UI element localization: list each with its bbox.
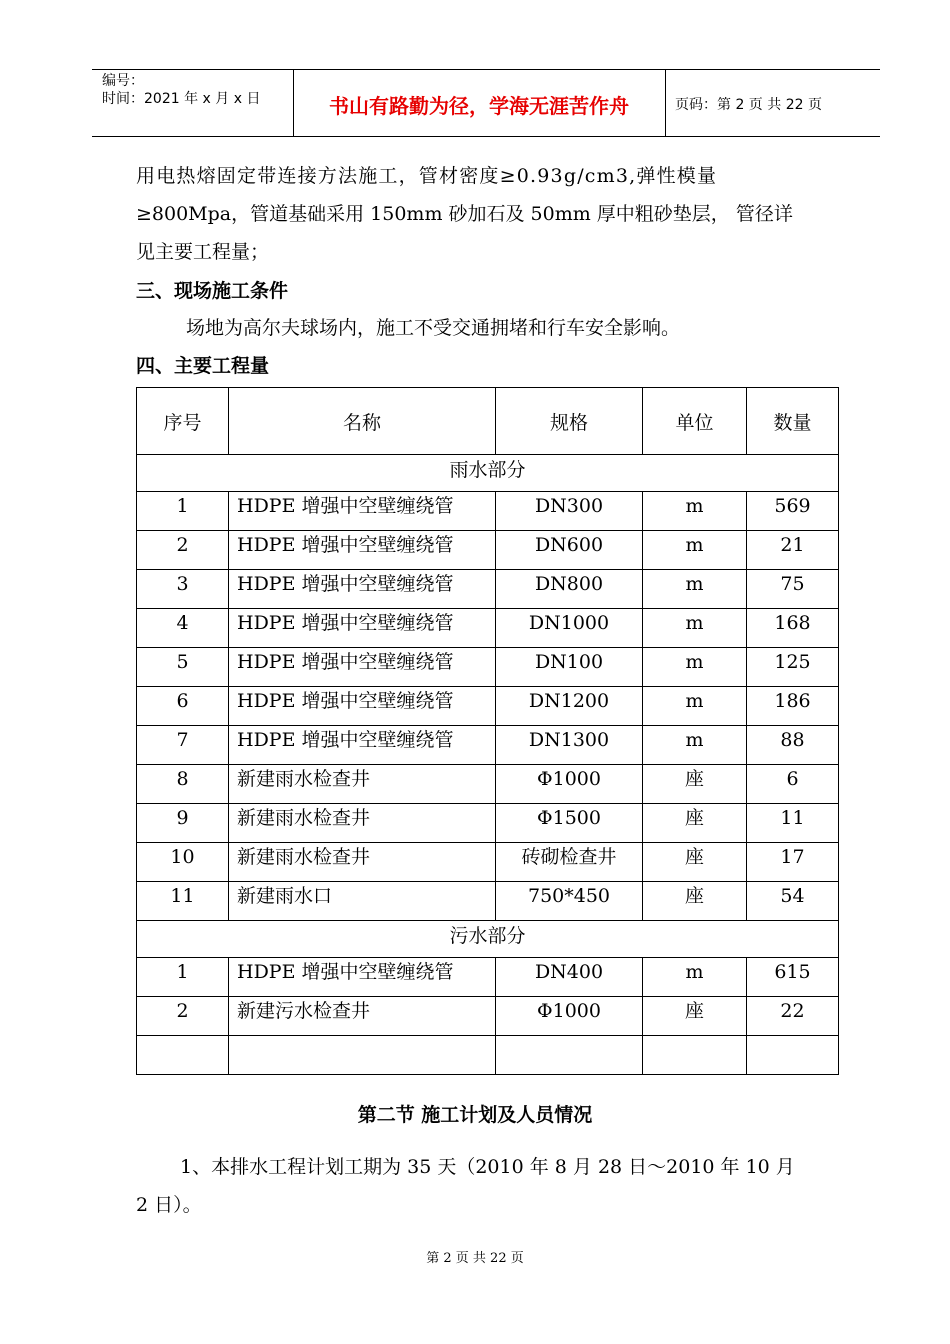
- item-number-cell: 9: [137, 804, 229, 843]
- table-row: [137, 726, 839, 765]
- item-quantity-cell: 17: [747, 843, 839, 882]
- section-heading: 四、主要工程量: [136, 355, 270, 377]
- table-row: [137, 570, 839, 609]
- column-header: 单位: [643, 388, 747, 455]
- table-row: [137, 609, 839, 648]
- item-number-cell: 8: [137, 765, 229, 804]
- paragraph-line: ≥800Mpa，管道基础采用 150mm 砂加石及 50mm 厚中粗砂垫层， 管径详: [136, 203, 793, 225]
- item-name-cell: HDPE 增强中空壁缠绕管: [229, 648, 496, 687]
- section-title: 第二节 施工计划及人员情况: [357, 1104, 593, 1126]
- item-spec-cell: Φ1500: [496, 804, 643, 843]
- table-row: [137, 765, 839, 804]
- table-section-row: [137, 921, 839, 958]
- document-time-label: 时间：2021 年 x 月 x 日: [102, 91, 261, 107]
- item-number-cell: 5: [137, 648, 229, 687]
- item-spec-cell: DN300: [496, 492, 643, 531]
- table-row: [137, 958, 839, 997]
- item-unit-cell: 座: [643, 843, 747, 882]
- item-name-cell: HDPE 增强中空壁缠绕管: [229, 531, 496, 570]
- table-header-row: [137, 388, 839, 455]
- header-divider: [665, 70, 666, 136]
- item-spec-cell: Φ1000: [496, 765, 643, 804]
- item-unit-cell: m: [643, 570, 747, 609]
- item-spec-cell: DN600: [496, 531, 643, 570]
- item-unit-cell: 座: [643, 882, 747, 921]
- column-header: 名称: [229, 388, 496, 455]
- document-number-label: 编号：: [102, 73, 144, 89]
- quantities-table: [136, 387, 839, 1075]
- item-spec-cell: 砖砌检查井: [496, 843, 643, 882]
- empty-cell: [643, 1036, 747, 1075]
- item-number-cell: 11: [137, 882, 229, 921]
- table-row: [137, 997, 839, 1036]
- item-number-cell: 6: [137, 687, 229, 726]
- item-number-cell: 7: [137, 726, 229, 765]
- item-name-cell: 新建雨水检查井: [229, 765, 496, 804]
- item-number-cell: 1: [137, 492, 229, 531]
- table-row: [137, 687, 839, 726]
- item-number-cell: 3: [137, 570, 229, 609]
- item-spec-cell: DN1200: [496, 687, 643, 726]
- item-name-cell: HDPE 增强中空壁缠绕管: [229, 726, 496, 765]
- item-name-cell: HDPE 增强中空壁缠绕管: [229, 492, 496, 531]
- item-name-cell: 新建雨水口: [229, 882, 496, 921]
- item-unit-cell: m: [643, 609, 747, 648]
- paragraph-line: 用电热熔固定带连接方法施工，管材密度≥0.93g/cm3,弹性模量: [136, 165, 718, 187]
- paragraph-line: 场地为高尔夫球场内，施工不受交通拥堵和行车安全影响。: [186, 317, 681, 339]
- item-unit-cell: 座: [643, 997, 747, 1036]
- empty-cell: [229, 1036, 496, 1075]
- paragraph-line: 2 日）。: [136, 1194, 202, 1216]
- item-unit-cell: m: [643, 492, 747, 531]
- table-row: [137, 648, 839, 687]
- table-section-row: [137, 455, 839, 492]
- paragraph-line: 见主要工程量；: [136, 241, 270, 263]
- item-name-cell: HDPE 增强中空壁缠绕管: [229, 958, 496, 997]
- table-row: [137, 804, 839, 843]
- empty-cell: [496, 1036, 643, 1075]
- item-unit-cell: 座: [643, 765, 747, 804]
- item-number-cell: 2: [137, 531, 229, 570]
- item-name-cell: HDPE 增强中空壁缠绕管: [229, 570, 496, 609]
- item-quantity-cell: 569: [747, 492, 839, 531]
- empty-cell: [747, 1036, 839, 1075]
- section-heading: 三、现场施工条件: [136, 280, 289, 302]
- table-row: [137, 492, 839, 531]
- item-name-cell: HDPE 增强中空壁缠绕管: [229, 687, 496, 726]
- table-row: [137, 531, 839, 570]
- item-unit-cell: m: [643, 648, 747, 687]
- section-label: 污水部分: [137, 921, 839, 958]
- item-number-cell: 2: [137, 997, 229, 1036]
- item-number-cell: 4: [137, 609, 229, 648]
- item-name-cell: 新建污水检查井: [229, 997, 496, 1036]
- item-unit-cell: m: [643, 958, 747, 997]
- page-footer: 第 2 页 共 22 页: [426, 1251, 524, 1266]
- item-quantity-cell: 168: [747, 609, 839, 648]
- section-label: 雨水部分: [137, 455, 839, 492]
- item-spec-cell: DN1000: [496, 609, 643, 648]
- item-number-cell: 1: [137, 958, 229, 997]
- item-spec-cell: Φ1000: [496, 997, 643, 1036]
- table-row: [137, 843, 839, 882]
- item-quantity-cell: 125: [747, 648, 839, 687]
- item-quantity-cell: 186: [747, 687, 839, 726]
- item-quantity-cell: 21: [747, 531, 839, 570]
- column-header: 规格: [496, 388, 643, 455]
- item-unit-cell: m: [643, 531, 747, 570]
- item-spec-cell: DN100: [496, 648, 643, 687]
- column-header: 数量: [747, 388, 839, 455]
- item-unit-cell: 座: [643, 804, 747, 843]
- paragraph-line: 1、本排水工程计划工期为 35 天（2010 年 8 月 28 日～2010 年 10 月: [180, 1156, 795, 1178]
- item-number-cell: 10: [137, 843, 229, 882]
- column-header: 序号: [137, 388, 229, 455]
- item-name-cell: HDPE 增强中空壁缠绕管: [229, 609, 496, 648]
- item-spec-cell: DN800: [496, 570, 643, 609]
- item-name-cell: 新建雨水检查井: [229, 804, 496, 843]
- table-row-empty: [137, 1036, 839, 1075]
- item-spec-cell: 750*450: [496, 882, 643, 921]
- item-unit-cell: m: [643, 726, 747, 765]
- header-page-number: 页码：第 2 页 共 22 页: [675, 97, 822, 113]
- item-quantity-cell: 615: [747, 958, 839, 997]
- item-quantity-cell: 75: [747, 570, 839, 609]
- page-header: [92, 69, 880, 137]
- item-spec-cell: DN1300: [496, 726, 643, 765]
- item-quantity-cell: 54: [747, 882, 839, 921]
- item-name-cell: 新建雨水检查井: [229, 843, 496, 882]
- item-quantity-cell: 88: [747, 726, 839, 765]
- table-row: [137, 882, 839, 921]
- item-spec-cell: DN400: [496, 958, 643, 997]
- item-unit-cell: m: [643, 687, 747, 726]
- header-meta: [102, 72, 260, 108]
- item-quantity-cell: 11: [747, 804, 839, 843]
- item-quantity-cell: 22: [747, 997, 839, 1036]
- item-quantity-cell: 6: [747, 765, 839, 804]
- header-motto: 书山有路勤为径，学海无涯苦作舟: [329, 94, 629, 118]
- empty-cell: [137, 1036, 229, 1075]
